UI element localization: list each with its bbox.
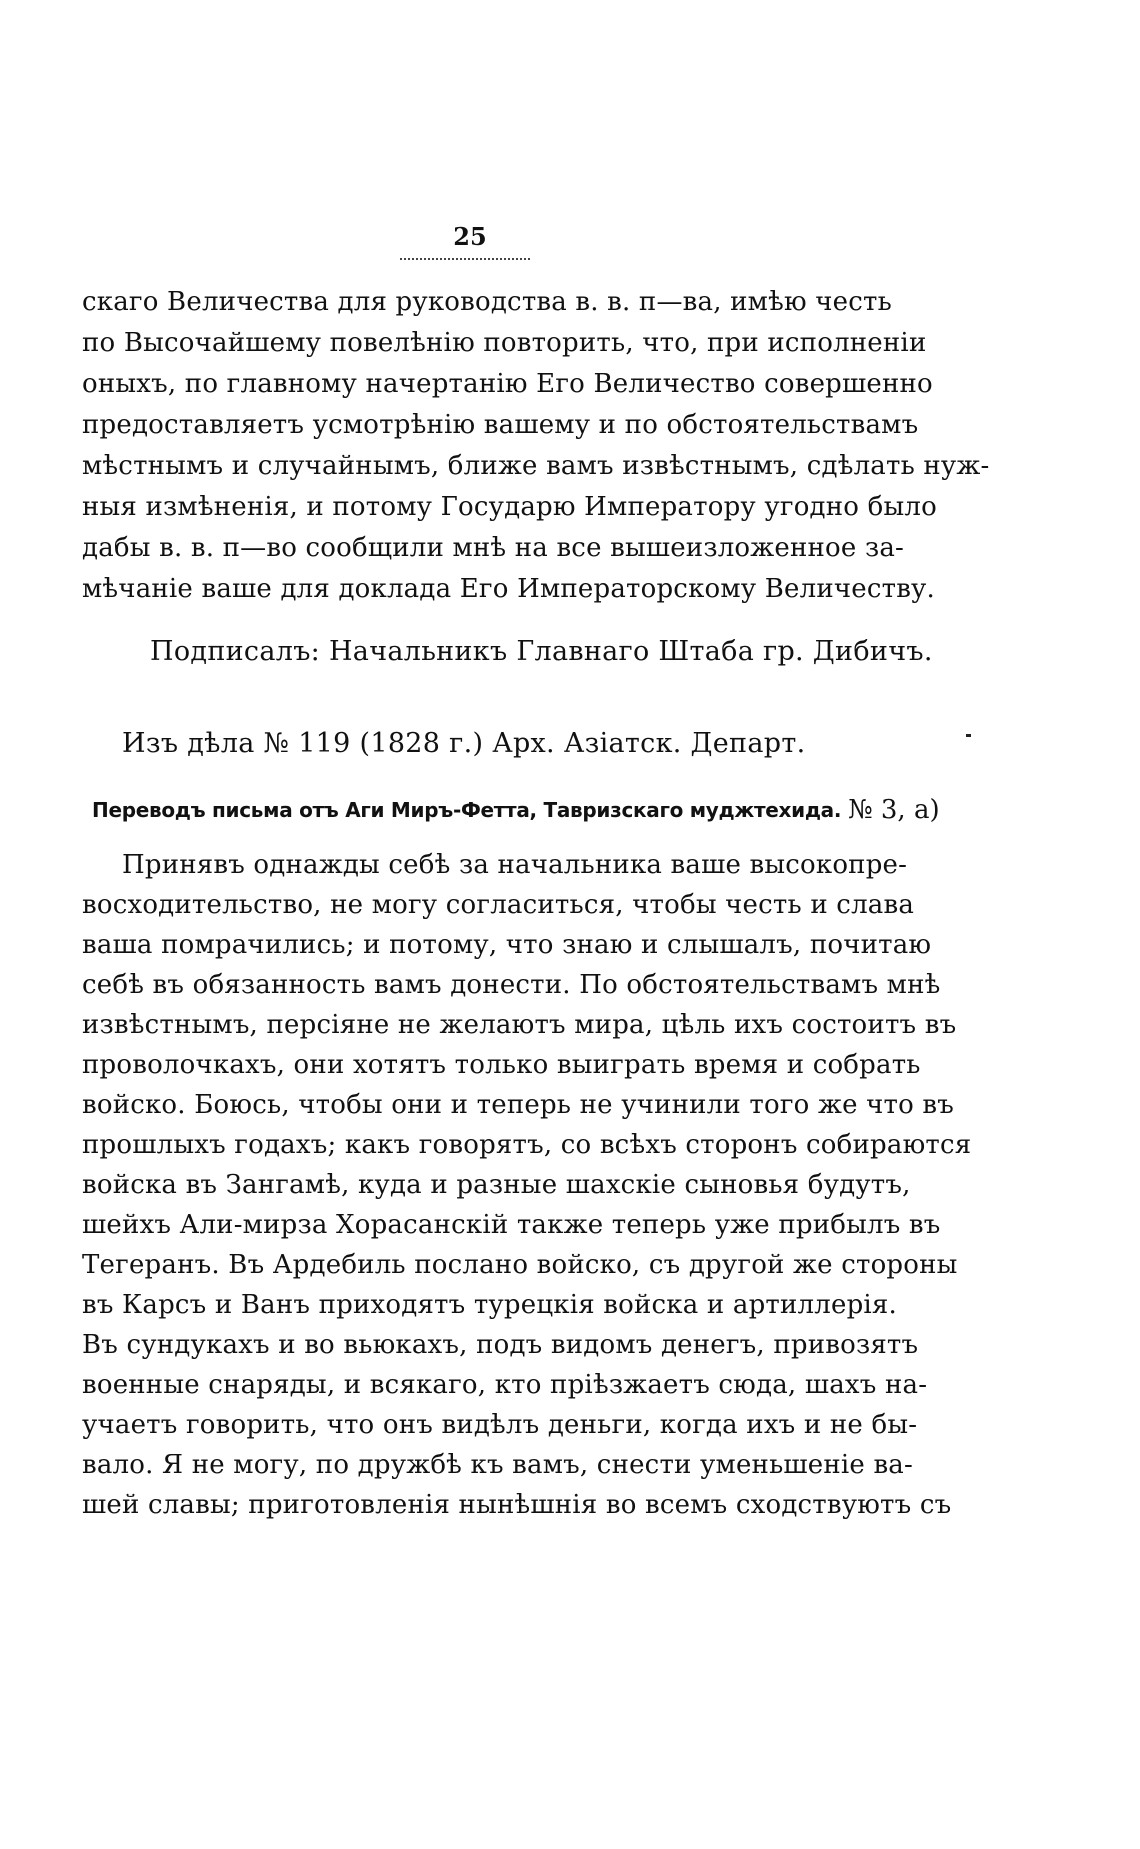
- text-line: войска въ Зангамѣ, куда и разные шахскіе сыновья будутъ,: [82, 1170, 911, 1200]
- document-number: № 3, а): [848, 795, 940, 825]
- text-line: восходительство, не могу согласиться, чтобы честь и слава: [82, 890, 915, 920]
- text-line: ваша помрачились; и потому, что знаю и слышалъ, почитаю: [82, 930, 932, 960]
- text-line: извѣстнымъ, персіяне не желаютъ мира, цѣль ихъ состоитъ въ: [82, 1010, 957, 1040]
- text-line: въ Карсъ и Ванъ приходятъ турецкія войска и артиллерія.: [82, 1290, 897, 1320]
- text-line: мѣчаніе ваше для доклада Его Императорскому Величеству.: [82, 574, 936, 604]
- page-number: 25: [453, 222, 487, 251]
- text-line: по Высочайшему повелѣнію повторить, что, при исполненіи: [82, 328, 927, 358]
- text-line: шей славы; приготовленія нынѣшнія во всемъ сходствуютъ съ: [82, 1490, 952, 1520]
- text-line: себѣ въ обязанность вамъ донести. По обстоятельствамъ мнѣ: [82, 970, 941, 1000]
- text-line: учаетъ говорить, что онъ видѣлъ деньги, когда ихъ и не бы-: [82, 1410, 918, 1440]
- document-heading: Переводъ письма отъ Аги Миръ-Фетта, Тавризскаго муджтехида.: [92, 798, 842, 822]
- text-line: вало. Я не могу, по дружбѣ къ вамъ, снести уменьшеніе ва-: [82, 1450, 913, 1480]
- text-line: дабы в. в. п—во сообщили мнѣ на все вышеизложенное за-: [82, 533, 905, 563]
- page-number-rule: [400, 252, 530, 260]
- signature-line: Подписалъ: Начальникъ Главнаго Штаба гр. Дибичъ.: [150, 636, 933, 667]
- text-line: мѣстнымъ и случайнымъ, ближе вамъ извѣстнымъ, сдѣлать нуж-: [82, 451, 990, 481]
- text-line: войско. Боюсь, чтобы они и теперь не учинили того же что въ: [82, 1090, 954, 1120]
- text-line: Въ сундукахъ и во вьюкахъ, подъ видомъ денегъ, привозятъ: [82, 1330, 919, 1360]
- archive-source: Изъ дѣла № 119 (1828 г.) Арх. Азіатск. Департ.: [122, 728, 806, 759]
- text-line: прошлыхъ годахъ; какъ говорятъ, со всѣхъ сторонъ собираются: [82, 1130, 972, 1160]
- margin-mark: [966, 734, 971, 737]
- text-line: проволочкахъ, они хотятъ только выиграть время и собрать: [82, 1050, 921, 1080]
- text-line: оныхъ, по главному начертанію Его Величество совершенно: [82, 369, 933, 399]
- text-line: ныя измѣненія, и потому Государю Императору угодно было: [82, 492, 937, 522]
- text-line: предоставляетъ усмотрѣнію вашему и по обстоятельствамъ: [82, 410, 919, 440]
- text-line: Тегеранъ. Въ Ардебиль послано войско, съ другой же стороны: [82, 1250, 958, 1280]
- text-line: скаго Величества для руководства в. в. п—ва, имѣю честь: [82, 287, 892, 317]
- text-line: Принявъ однажды себѣ за начальника ваше высокопре-: [122, 850, 908, 880]
- text-line: шейхъ Али-мирза Хорасанскій также теперь уже прибылъ въ: [82, 1210, 941, 1240]
- text-line: военные снаряды, и всякаго, кто пріѣзжаетъ сюда, шахъ на-: [82, 1370, 928, 1400]
